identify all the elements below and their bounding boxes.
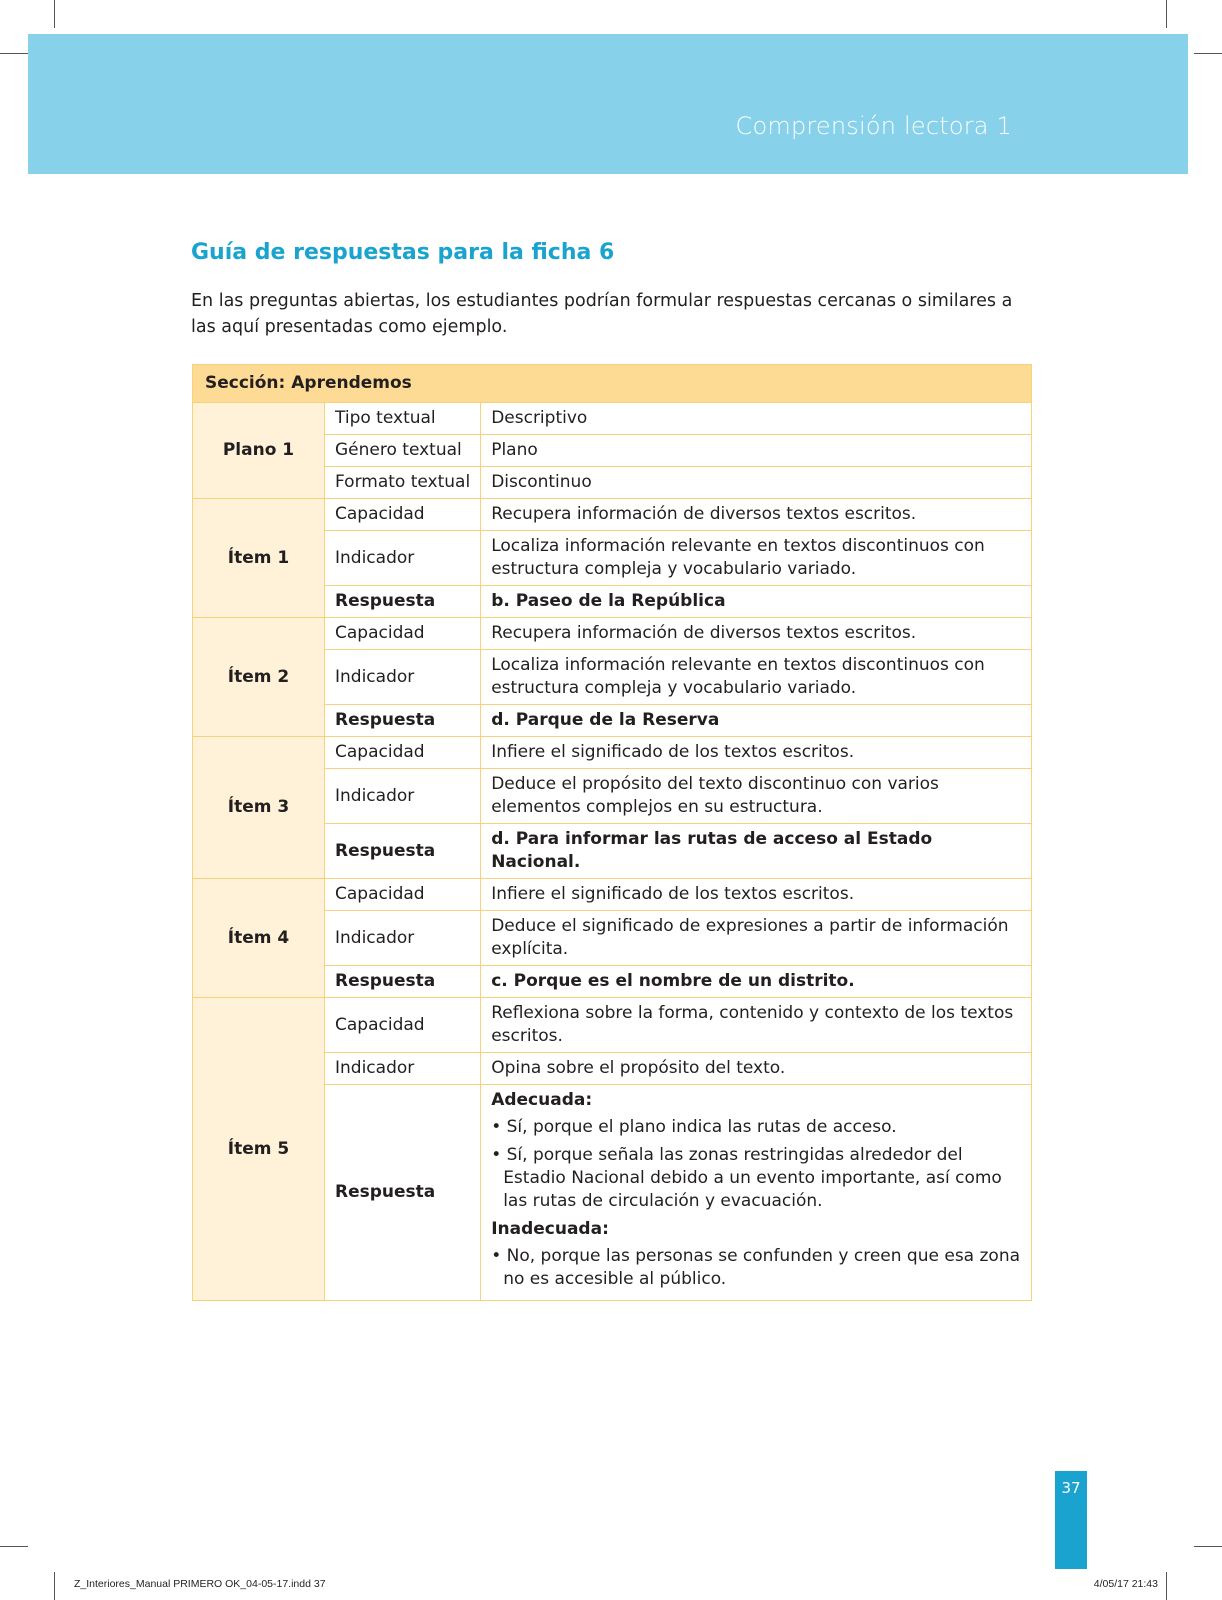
indicador-value: Localiza información relevante en textos discontinuos con estructura compleja y vocabulario variado. <box>481 531 1032 586</box>
list-item: • Sí, porque señala las zonas restringidas alrededor del Estadio Nacional debido a un evento importante, así como las rutas de circulación y evacuación. <box>491 1145 1002 1211</box>
capacidad-value: Reflexiona sobre la forma, contenido y contexto de los textos escritos. <box>481 998 1032 1053</box>
row-label: Respuesta <box>325 1085 481 1301</box>
group-label: Ítem 4 <box>193 879 325 998</box>
row-label: Indicador <box>325 531 481 586</box>
row-label: Tipo textual <box>325 403 481 435</box>
capacidad-value: Recupera información de diversos textos escritos. <box>481 499 1032 531</box>
footer-file-info: Z_Interiores_Manual PRIMERO OK_04-05-17.indd 37 <box>74 1578 326 1590</box>
group-label: Ítem 2 <box>193 618 325 737</box>
row-label: Capacidad <box>325 737 481 769</box>
row-label: Género textual <box>325 435 481 467</box>
row-value: Discontinuo <box>481 467 1032 499</box>
group-label: Plano 1 <box>193 403 325 499</box>
row-value: Descriptivo <box>481 403 1032 435</box>
page-title: Guía de respuestas para la ficha 6 <box>191 240 615 265</box>
table-row <box>193 879 1032 911</box>
row-label: Capacidad <box>325 998 481 1053</box>
capacidad-value: Infiere el significado de los textos escritos. <box>481 737 1032 769</box>
group-label: Ítem 3 <box>193 737 325 879</box>
list-item: • Sí, porque el plano indica las rutas de acceso. <box>491 1117 897 1137</box>
group-label: Ítem 5 <box>193 998 325 1301</box>
row-label: Indicador <box>325 650 481 705</box>
row-label: Respuesta <box>325 705 481 737</box>
row-label: Indicador <box>325 769 481 824</box>
table-row <box>193 499 1032 531</box>
group-label: Ítem 1 <box>193 499 325 618</box>
crop-mark <box>0 53 28 54</box>
table-row <box>193 998 1032 1053</box>
row-label: Capacidad <box>325 499 481 531</box>
table-row <box>193 618 1032 650</box>
respuesta-value: c. Porque es el nombre de un distrito. <box>481 966 1032 998</box>
respuesta-value: d. Parque de la Reserva <box>481 705 1032 737</box>
indicador-value: Opina sobre el propósito del texto. <box>481 1053 1032 1085</box>
page-number: 37 <box>1061 1479 1081 1497</box>
header-band <box>28 34 1188 174</box>
footer-date: 4/05/17 21:43 <box>1093 1578 1158 1590</box>
row-label: Respuesta <box>325 586 481 618</box>
indicador-value: Deduce el propósito del texto discontinuo con varios elementos complejos en su estructura. <box>481 769 1032 824</box>
adecuada-label: Adecuada: <box>491 1090 593 1110</box>
row-value: Plano <box>481 435 1032 467</box>
respuesta-value: d. Para informar las rutas de acceso al Estado Nacional. <box>481 824 1032 879</box>
indicador-value: Deduce el significado de expresiones a partir de información explícita. <box>481 911 1032 966</box>
crop-mark <box>1194 53 1222 54</box>
capacidad-value: Recupera información de diversos textos escritos. <box>481 618 1032 650</box>
header-title: Comprensión lectora 1 <box>735 112 1012 140</box>
row-label: Respuesta <box>325 966 481 998</box>
row-label: Formato textual <box>325 467 481 499</box>
answers-table <box>192 364 1032 1301</box>
crop-mark <box>1194 1546 1222 1547</box>
respuesta-value: b. Paseo de la República <box>481 586 1032 618</box>
row-label: Capacidad <box>325 618 481 650</box>
inadecuada-label: Inadecuada: <box>491 1219 609 1239</box>
section-header: Sección: Aprendemos <box>193 365 1032 403</box>
table-row <box>193 403 1032 435</box>
crop-mark <box>54 1572 55 1600</box>
row-label: Indicador <box>325 1053 481 1085</box>
table-row <box>193 737 1032 769</box>
row-label: Respuesta <box>325 824 481 879</box>
intro-paragraph: En las preguntas abiertas, los estudiantes podrían formular respuestas cercanas o similares a las aquí presentadas como ejemplo. <box>191 291 1013 337</box>
capacidad-value: Infiere el significado de los textos escritos. <box>481 879 1032 911</box>
crop-mark <box>0 1546 28 1547</box>
list-item: • No, porque las personas se confunden y creen que esa zona no es accesible al público. <box>491 1246 1021 1289</box>
row-label: Indicador <box>325 911 481 966</box>
crop-mark <box>1166 0 1167 28</box>
crop-mark <box>1166 1572 1167 1600</box>
row-label: Capacidad <box>325 879 481 911</box>
crop-mark <box>54 0 55 28</box>
indicador-value: Localiza información relevante en textos discontinuos con estructura compleja y vocabulario variado. <box>481 650 1032 705</box>
respuesta-value <box>481 1085 1032 1301</box>
